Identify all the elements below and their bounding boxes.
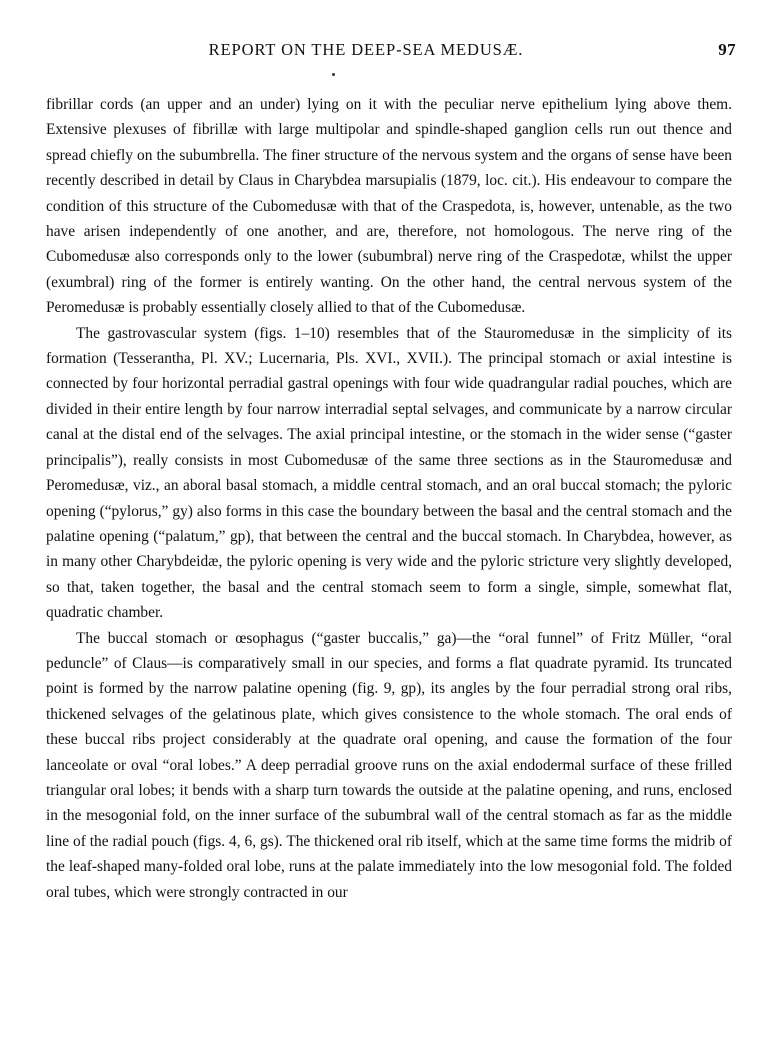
body-text	[46, 92, 732, 905]
paragraph-3: The buccal stomach or œsophagus (“gaster buccalis,” ga)—the “oral funnel” of Fritz Müller, “oral peduncle” of Claus—is comparatively small in our species, and forms a flat quadrate pyramid. Its truncated point is formed by the narrow palatine opening (fig. 9, gp), its angles by the four perradial strong oral ribs, thickened selvages of the gelatinous plate, which gives consistence to the whole stomach. The oral ends of these buccal ribs project considerably at the quadrate oral opening, and cause the formation of the four lanceolate or oval “oral lobes.” A deep perradial groove runs on the axial endodermal surface of these frilled triangular oral lobes; it bends with a sharp turn towards the outside at the palatine opening, and runs, enclosed in the mesogonial fold, on the inner surface of the subumbral wall of the central stomach as far as the middle line of the radial pouch (figs. 4, 6, gs). The thickened oral rib itself, which at the same time forms the midrib of the leaf-shaped many-folded oral lobe, runs at the palate immediately into the low mesogonial fold. The folded oral tubes, which were strongly contracted in our	[46, 629, 732, 901]
page-header	[46, 40, 736, 66]
paragraph-1: fibrillar cords (an upper and an under) lying on it with the peculiar nerve epithelium lying above them. Extensive plexuses of fibrillæ with large multipolar and spindle-shaped ganglion cells run out thence and spread chiefly on the subumbrella. The finer structure of the nervous system and the organs of sense have been recently described in detail by Claus in Charybdea marsupialis (1879, loc. cit.). His endeavour to compare the condition of this structure of the Cubomedusæ with that of the Craspedota, is, however, untenable, as the two have arisen independently of one another, and are, therefore, not homologous. The nerve ring of the Cubomedusæ also corresponds only to the lower (subumbral) nerve ring of the Craspedotæ, whilst the upper (exumbral) ring of the former is entirely wanting. On the other hand, the central nervous system of the Peromedusæ is probably essentially closely allied to that of the Cubomedusæ.	[46, 96, 732, 317]
running-title: REPORT ON THE DEEP-SEA MEDUSÆ.	[208, 40, 524, 59]
page-dot-mark	[332, 73, 335, 76]
page-number: 97	[718, 40, 736, 59]
paragraph-2: The gastrovascular system (figs. 1–10) resembles that of the Stauromedusæ in the simplicity of its formation (Tesserantha, Pl. XV.; Lucernaria, Pls. XVI., XVII.). The principal stomach or axial intestine is connected by four horizontal perradial gastral openings with four wide quadrangular radial pouches, which are divided in their entire length by four narrow interradial septal selvages, and communicate by a narrow circular canal at the distal end of the selvages. The axial principal intestine, or the stomach in the wider sense (“gaster principalis”), really consists in most Cubomedusæ of the same three sections as in the Stauromedusæ and Peromedusæ, viz., an aboral basal stomach, a middle central stomach, and an oral buccal stomach; the pyloric opening (“pylorus,” gy) also forms in this case the boundary between the basal and the central stomach and the palatine opening (“palatum,” gp), that between the central and the buccal stomach. In Charybdea, however, as in many other Charybdeidæ, the pyloric opening is very wide and the pyloric stricture very slightly developed, so that, taken together, the basal and the central stomach seem to form a single, simple, somewhat flat, quadratic chamber.	[46, 324, 732, 622]
